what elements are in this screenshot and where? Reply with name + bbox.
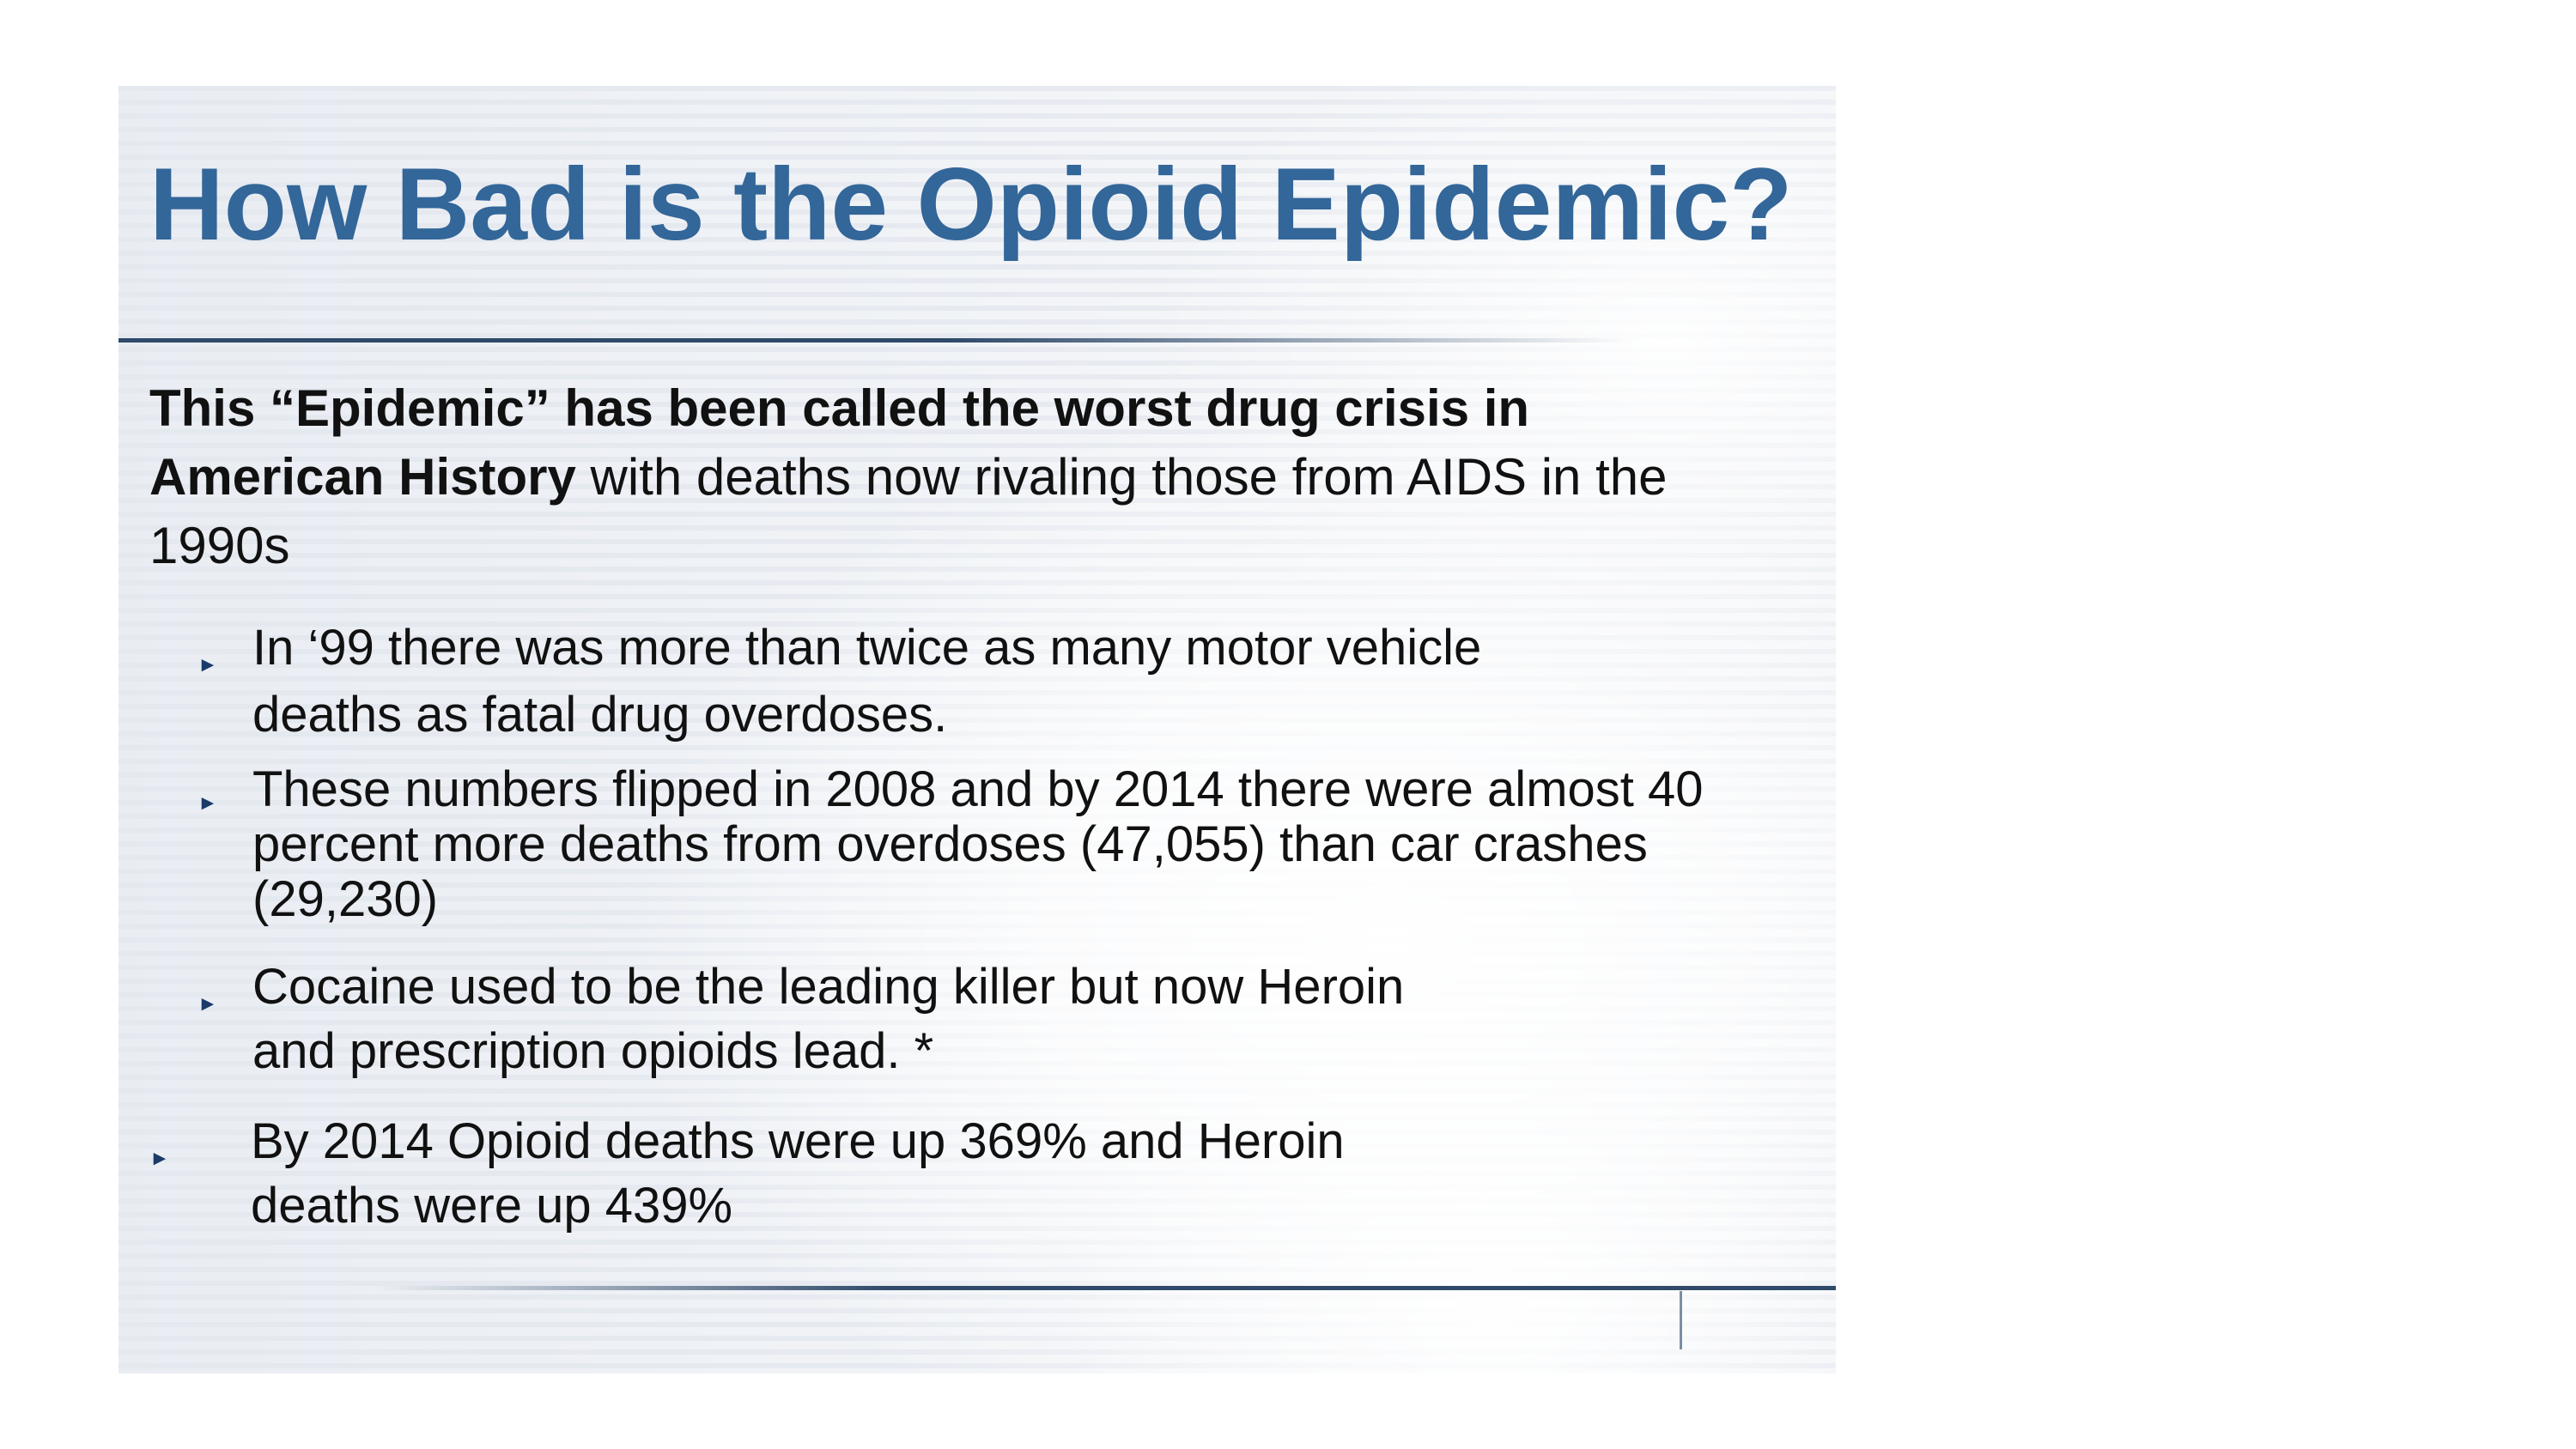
intro-regular-text: with deaths now rivaling those from AIDS in the 1990s [149,448,1668,574]
slide-title: How Bad is the Opioid Epidemic? [149,147,1793,262]
bullet-line: Cocaine used to be the leading killer but now Heroin [252,959,1405,1015]
bullet-arrow-icon: ► [197,653,218,676]
bullet-line: By 2014 Opioid deaths were up 369% and Heroin [251,1113,1345,1169]
bullet-line: (29,230) [252,871,439,927]
bullet-line: percent more deaths from overdoses (47,055) than car crashes [252,816,1648,872]
bullet-line: and prescription opioids lead. * [252,1023,934,1079]
bullet-arrow-icon: ► [197,992,218,1016]
bullet-item [149,1109,1710,1238]
bullet-arrow-icon: ► [149,1147,170,1170]
intro-paragraph [149,374,1764,580]
bullet-item [197,955,1712,1083]
bullet-line: These numbers flipped in 2008 and by 2014 there were almost 40 [252,761,1704,817]
bullet-item [197,615,1712,749]
footer-divider [376,1286,1836,1290]
bullet-line: deaths were up 439% [251,1178,733,1234]
bullet-item [197,761,1764,927]
bullet-arrow-icon: ► [197,791,218,815]
footer-divider-tick [1680,1291,1682,1349]
intro-bold-text: This “Epidemic” has been called the worst drug crisis in American History [149,379,1530,506]
bullet-line: deaths as fatal drug overdoses. [252,687,948,743]
bullet-line: In ‘99 there was more than twice as many motor vehicle [252,620,1482,676]
slide [118,86,1836,1373]
title-divider [118,338,1630,343]
